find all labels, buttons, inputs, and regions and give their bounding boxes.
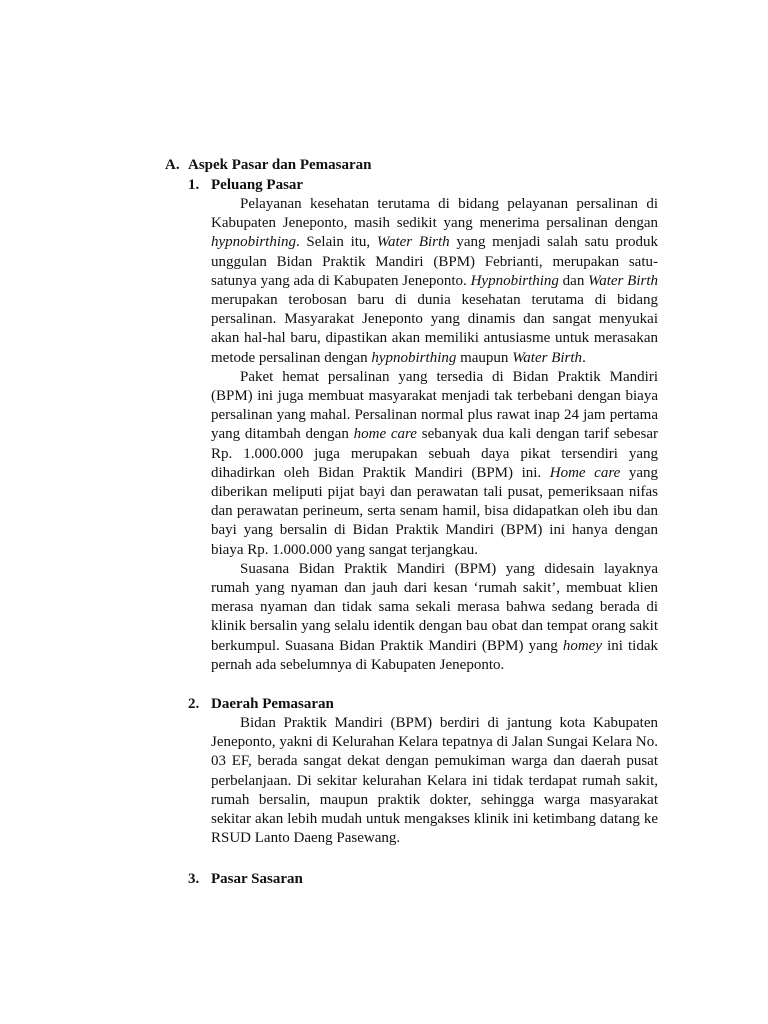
italic-term: Hypnobirthing — [470, 272, 559, 289]
italic-term: Water Birth — [588, 272, 658, 289]
italic-term: homey — [562, 637, 602, 654]
paragraph: Paket hemat persalinan yang tersedia di Bidan Praktik Mandiri (BPM) ini juga membuat masyarakat menjadi tak terbebani dengan biaya persalinan yang mahal. Persalinan normal plus rawat inap 24 jam pertama yang ditambah dengan home care sebanyak dua kali dengan tarif sebesar Rp. 1.000.000 juga merupakan sebuah daya pikat tersendiri yang dihadirkan oleh Bidan Praktik Mandiri (BPM) ini. Home care yang diberikan meliputi pijat bayi dan perawatan tali pusat, pemeriksaan nifas dan perawatan perineum, serta senam hamil, bisa didapatkan oleh ibu dan bayi yang bersalin di Bidan Praktik Mandiri (BPM) ini hanya dengan biaya Rp. 1.000.000 yang sangat terjangkau. — [211, 368, 658, 558]
item-heading-pasar-sasaran — [188, 870, 303, 889]
italic-term: home care — [353, 426, 417, 443]
item-heading-daerah-pemasaran — [188, 695, 334, 714]
italic-term: hypnobirthing — [371, 349, 457, 366]
section-heading — [165, 156, 372, 175]
italic-term: Water Birth — [376, 234, 450, 251]
section-marker: A. — [165, 157, 180, 173]
paragraph: Pelayanan kesehatan terutama di bidang pelayanan persalinan di Kabupaten Jeneponto, masih sedikit yang menerima persalinan dengan hypnobirthing. Selain itu, Water Birth yang menjadi salah satu produk unggulan Bidan Praktik Mandiri (BPM) Febrianti, merupakan satu-satunya yang ada di Kabupaten Jeneponto. Hypnobirthing dan Water Birth merupakan terobosan baru di dunia kesehatan terutama di bidang persalinan. Masyarakat Jeneponto yang dinamis dan sangat menyukai akan hal-hal baru, dipastikan akan memiliki antusiasme untuk merasakan metode persalinan dengan hypnobirthing maupun Water Birth. — [211, 196, 658, 366]
section-title: Aspek Pasar dan Pemasaran — [188, 157, 372, 173]
item-title: Peluang Pasar — [211, 177, 304, 193]
paragraph: Bidan Praktik Mandiri (BPM) berdiri di jantung kota Kabupaten Jeneponto, yakni di Kelurahan Kelara tepatnya di Jalan Sungai Kelara No. 03 EF, berada sangat dekat dengan pemukiman warga dan daerah pusat perbelanjaan. Di sekitar kelurahan Kelara ini tidak terdapat rumah sakit, rumah bersalin, maupun praktik dokter, sehingga warga masyarakat sekitar akan lebih mudah untuk mengakses klinik ini ketimbang datang ke RSUD Lanto Daeng Pasewang. — [211, 715, 658, 847]
item-marker: 2. — [188, 696, 200, 712]
italic-term: hypnobirthing — [211, 234, 296, 251]
item-title: Daerah Pemasaran — [211, 696, 334, 712]
item-marker: 3. — [188, 871, 200, 887]
item-body-peluang-pasar — [211, 195, 658, 675]
italic-term: Water Birth — [512, 349, 583, 366]
item-title: Pasar Sasaran — [211, 871, 303, 887]
item-marker: 1. — [188, 177, 200, 193]
italic-term: Home care — [549, 464, 621, 481]
item-heading-peluang-pasar — [188, 176, 303, 195]
item-body-daerah-pemasaran — [211, 714, 658, 848]
paragraph: Suasana Bidan Praktik Mandiri (BPM) yang didesain layaknya rumah yang nyaman dan jauh dari kesan ‘rumah sakit’, membuat klien merasa nyaman dan tidak sama sekali merasa bahwa sedang berada di klinik bersalin yang selalu identik dengan bau obat dan tempat orang sakit berkumpul. Suasana Bidan Praktik Mandiri (BPM) yang homey ini tidak pernah ada sebelumnya di Kabupaten Jeneponto. — [211, 560, 659, 673]
